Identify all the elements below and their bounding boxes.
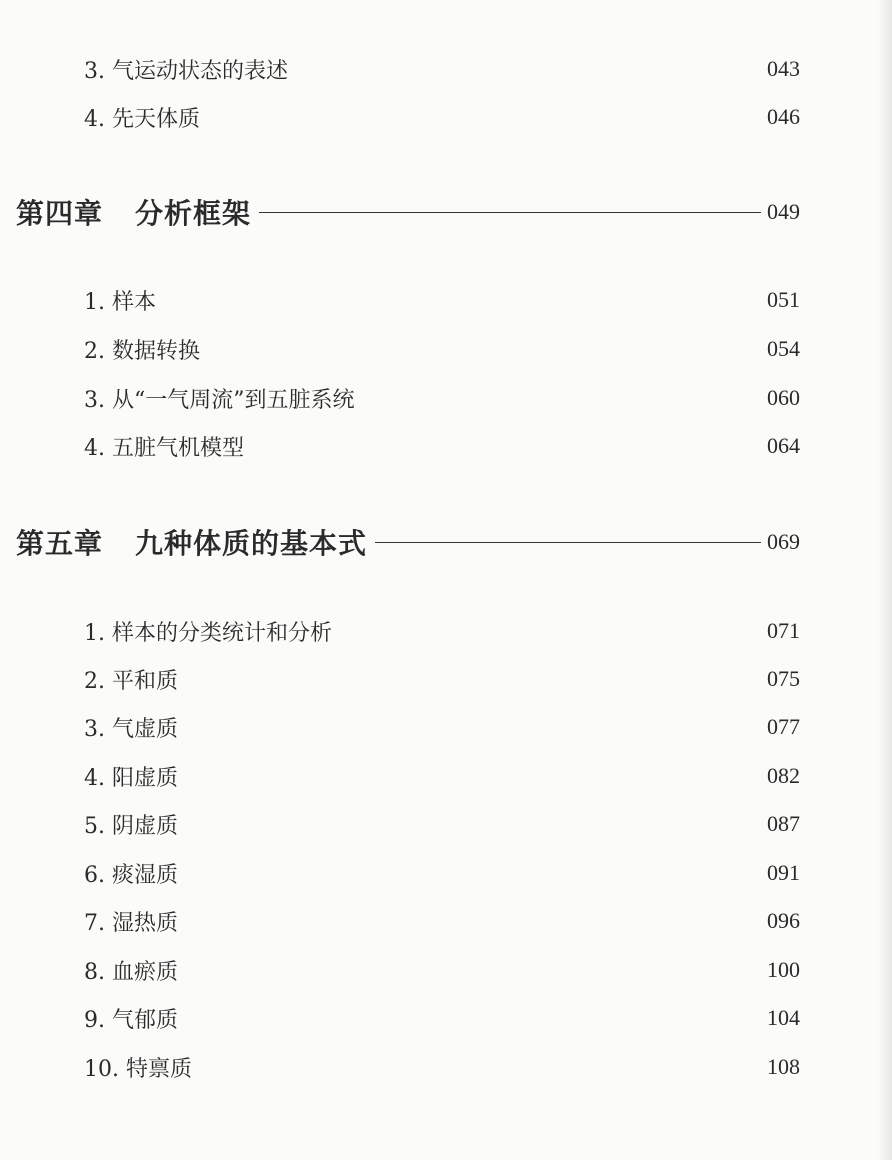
toc-entry-label: 1. 样本的分类统计和分析 xyxy=(84,620,332,646)
toc-entry-page: 096 xyxy=(767,908,800,933)
toc-entry-label: 2. 平和质 xyxy=(84,668,178,694)
chapter-title: 九种体质的基本式 xyxy=(135,527,368,560)
toc-entry[interactable] xyxy=(84,332,800,366)
toc-entry[interactable] xyxy=(84,759,800,793)
toc-entry-page: 091 xyxy=(767,860,800,885)
toc-entry-label: 4. 先天体质 xyxy=(84,106,200,132)
toc-entry-page: 054 xyxy=(767,336,800,361)
toc-entry[interactable] xyxy=(84,381,800,415)
toc-entry[interactable] xyxy=(84,283,800,317)
toc-entry-label: 3. 气运动状态的表述 xyxy=(84,58,288,84)
toc-entry-label: 3. 从“一气周流”到五脏系统 xyxy=(84,387,355,413)
toc-entry-label: 5. 阴虚质 xyxy=(84,813,178,839)
toc-entry-label: 10. 特禀质 xyxy=(84,1056,192,1082)
toc-entry[interactable] xyxy=(84,856,800,890)
toc-entry-label: 7. 湿热质 xyxy=(84,910,178,936)
toc-entry-label: 3. 气虚质 xyxy=(84,716,178,742)
chapter-heading[interactable] xyxy=(16,190,800,234)
toc-entry-page: 043 xyxy=(767,56,800,81)
chapter-heading[interactable] xyxy=(16,520,800,564)
toc-entry-page: 064 xyxy=(767,433,800,458)
toc-entry-page: 104 xyxy=(767,1005,800,1030)
page-edge-shadow xyxy=(878,0,892,1160)
toc-entry-page: 046 xyxy=(767,104,800,129)
toc-entry[interactable] xyxy=(84,662,800,696)
toc-entry-label: 1. 样本 xyxy=(84,289,156,315)
chapter-title: 分析框架 xyxy=(135,197,252,230)
toc-entry-page: 108 xyxy=(767,1054,800,1079)
chapter-number: 第五章 xyxy=(16,527,104,560)
leader-rule xyxy=(375,542,761,543)
toc-entry-label: 9. 气郁质 xyxy=(84,1007,178,1033)
toc-entry-page: 060 xyxy=(767,385,800,410)
toc-entry[interactable] xyxy=(84,614,800,648)
toc-entry[interactable] xyxy=(84,429,800,463)
toc-entry-label: 6. 痰湿质 xyxy=(84,862,178,888)
toc-entry[interactable] xyxy=(84,953,800,987)
toc-entry-label: 4. 五脏气机模型 xyxy=(84,435,244,461)
toc-entry-page: 077 xyxy=(767,714,800,739)
toc-entry-page: 087 xyxy=(767,811,800,836)
toc-entry[interactable] xyxy=(84,807,800,841)
toc-entry[interactable] xyxy=(84,1001,800,1035)
toc-entry-page: 100 xyxy=(767,957,800,982)
chapter-page: 069 xyxy=(767,529,800,554)
toc-entry-label: 2. 数据转换 xyxy=(84,338,200,364)
toc-entry-page: 071 xyxy=(767,618,800,643)
toc-entry-label: 4. 阳虚质 xyxy=(84,765,178,791)
toc-entry[interactable] xyxy=(84,52,800,86)
toc-entry-page: 082 xyxy=(767,763,800,788)
toc-entry[interactable] xyxy=(84,1050,800,1084)
leader-rule xyxy=(259,212,761,213)
toc-entry[interactable] xyxy=(84,710,800,744)
chapter-page: 049 xyxy=(767,199,800,224)
toc-entry-page: 075 xyxy=(767,666,800,691)
toc-entry-page: 051 xyxy=(767,287,800,312)
chapter-number: 第四章 xyxy=(16,197,104,230)
toc-entry[interactable] xyxy=(84,904,800,938)
toc-entry-label: 8. 血瘀质 xyxy=(84,959,178,985)
toc-entry[interactable] xyxy=(84,100,800,134)
